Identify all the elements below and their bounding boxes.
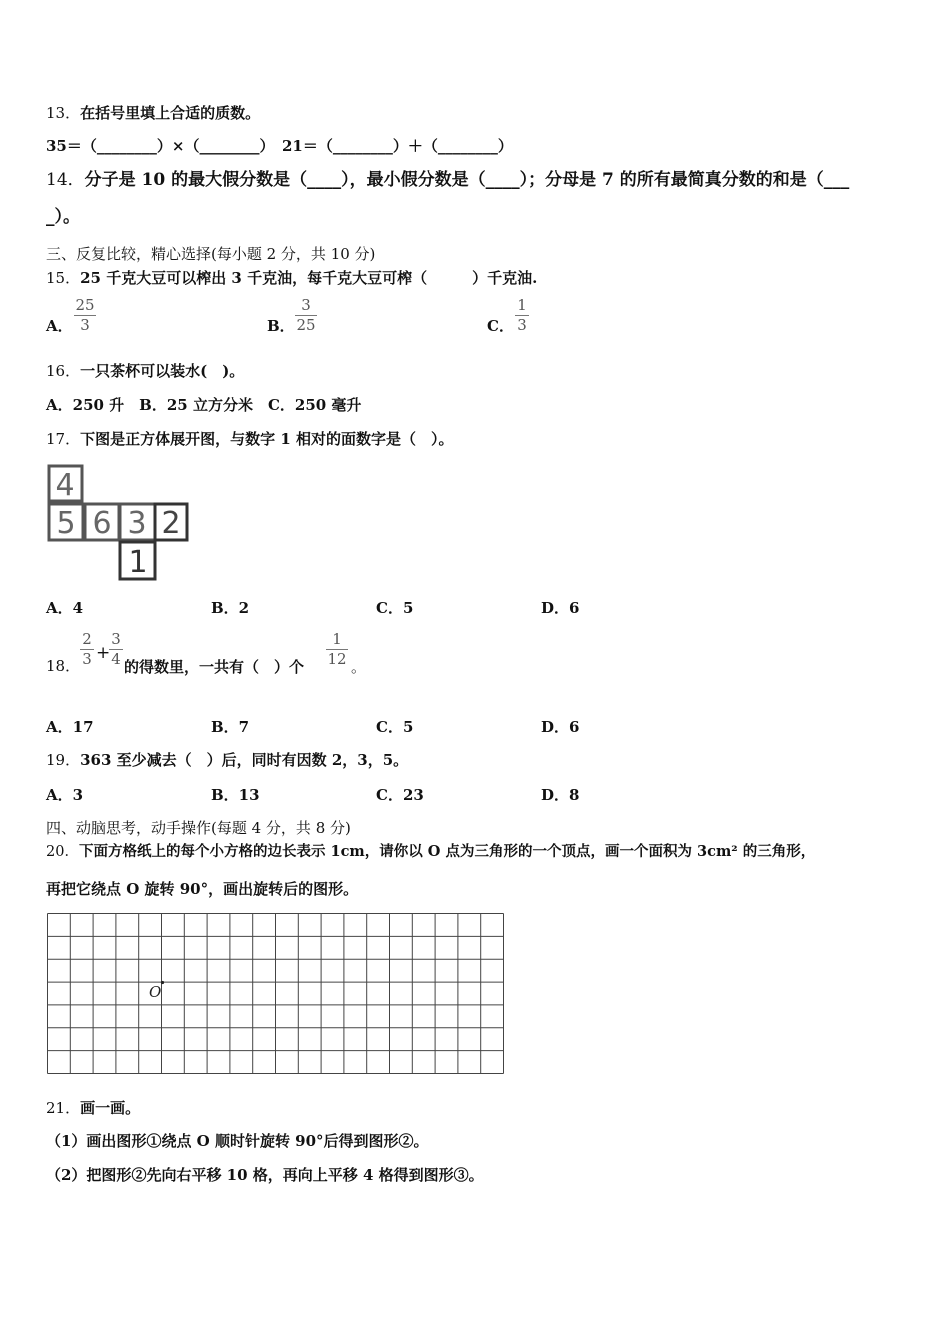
section4-heading: 四、动脑思考，动手操作(每题 4 分，共 8 分) xyxy=(46,819,351,837)
q21-sub2: （2）把图形②先向右平移 10 格，再向上平移 4 格得到图形③。 xyxy=(46,1166,484,1184)
cube-net-figure xyxy=(46,462,194,584)
section3-heading: 三、反复比较，精心选择(每小题 2 分，共 10 分) xyxy=(46,245,376,263)
q21-stem: 21．画一画。 xyxy=(46,1099,141,1117)
q18-stem: 的得数里，一共有（ ）个 xyxy=(124,658,305,676)
q14-continuation: _）。 xyxy=(46,207,80,227)
q20-stem-line2: 再把它绕点 O 旋转 90°，画出旋转后的图形。 xyxy=(46,880,359,898)
q18-plus: + xyxy=(96,643,111,663)
q18-fraction-1: 2 3 xyxy=(80,631,94,668)
q18-option-b: B．7 xyxy=(211,718,250,736)
q16-options: A．250 升 B．25 立方分米 C．250 毫升 xyxy=(46,396,362,414)
q17-option-c: C．5 xyxy=(376,599,414,617)
q18-option-a: A．17 xyxy=(46,718,94,736)
q18-number: 18． xyxy=(46,657,81,675)
square-grid-paper[interactable] xyxy=(47,913,505,1075)
point-o xyxy=(161,981,164,984)
cube-face-label: 3 xyxy=(127,506,147,541)
q18-option-c: C．5 xyxy=(376,718,414,736)
q20-stem-line1: 20．下面方格纸上的每个小方格的边长表示 1cm，请你以 O 点为三角形的一个顶点，画一个面积为 3cm² 的三角形， xyxy=(46,843,816,860)
cube-face-label: 4 xyxy=(55,468,75,503)
q19-option-c: C．23 xyxy=(376,786,424,804)
q15-option-a-label: A． xyxy=(46,317,73,335)
q17-stem: 17．下图是正方体展开图，与数字 1 相对的面数字是（ ）。 xyxy=(46,430,454,448)
q17-option-b: B．2 xyxy=(211,599,250,617)
cube-face-label: 2 xyxy=(161,506,181,541)
q15-option-c-fraction: 1 3 xyxy=(515,297,529,334)
q19-option-d: D．8 xyxy=(541,786,580,804)
cube-face-label: 6 xyxy=(92,506,112,541)
q19-option-a: A．3 xyxy=(46,786,84,804)
q18-end: 。 xyxy=(351,658,367,676)
q14-stem: 14．分子是 10 的最大假分数是（____），最小假分数是（____）；分母是 7 的所有最简真分数的和是（___ xyxy=(46,170,850,190)
q13-blanks: 35＝（________）×（________） 21＝（________）＋（________） xyxy=(46,137,513,155)
cube-face-label: 1 xyxy=(128,545,148,580)
q19-option-b: B．13 xyxy=(211,786,260,804)
q15-option-a-fraction: 25 3 xyxy=(75,296,95,334)
q16-stem: 16．一只茶杯可以装水( )。 xyxy=(46,362,245,380)
q15-option-b-fraction: 3 25 xyxy=(296,296,316,334)
q15-option-b-label: B． xyxy=(267,317,295,335)
q19-stem: 19．363 至少减去（ ）后，同时有因数 2，3，5。 xyxy=(46,751,409,769)
q21-sub1: （1）画出图形①绕点 O 顺时针旋转 90°后得到图形②。 xyxy=(46,1132,429,1150)
q18-fraction-3: 1 12 xyxy=(327,630,347,668)
q18-fraction-2: 3 4 xyxy=(109,631,123,668)
q17-option-a: A．4 xyxy=(46,599,84,617)
cube-face-label: 5 xyxy=(56,506,76,541)
q13-stem: 13．在括号里填上合适的质数。 xyxy=(46,104,261,122)
q15-stem: 15．25 千克大豆可以榨出 3 千克油，每千克大豆可榨（ ）千克油. xyxy=(46,269,538,287)
q15-option-c-label: C． xyxy=(487,317,514,335)
q18-option-d: D．6 xyxy=(541,718,580,736)
point-o-label: O xyxy=(149,983,162,1001)
q17-option-d: D．6 xyxy=(541,599,580,617)
